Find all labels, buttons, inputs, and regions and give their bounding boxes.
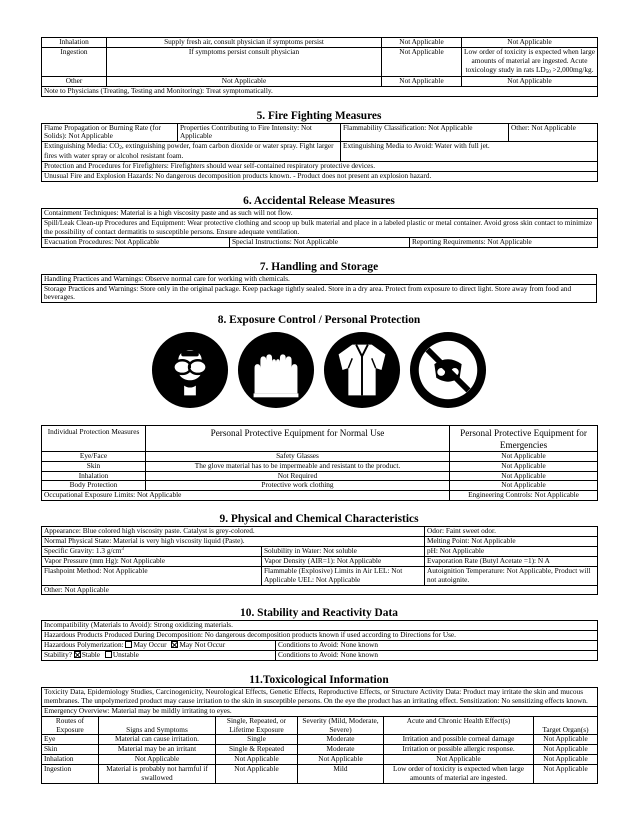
may-occur-label: May Occur (133, 640, 167, 650)
table-row (42, 471, 598, 481)
table-row (42, 755, 598, 765)
route-cell: Inhalation (42, 755, 99, 765)
odor: Odor: Faint sweet odor. (425, 527, 598, 537)
table-row (42, 172, 598, 182)
table-row (42, 585, 598, 595)
stable-label: Stable (81, 650, 101, 660)
flashpoint: Flashpoint Method: Not Applicable (42, 566, 262, 585)
storage-practices: Storage Practices and Warnings: Store only in the original package. Keep package tightly sealed. Store in a dry area. Protect from exposure to direct light. Store away from food and beverages. (42, 284, 597, 303)
ppe-label: Inhalation (42, 471, 146, 481)
unstable-checkbox[interactable] (105, 651, 112, 658)
table-row (42, 735, 598, 745)
table-row (42, 547, 598, 557)
exposure-cell: Single & Repeated (216, 745, 298, 755)
instruction-cell: If symptoms persist consult physician (107, 47, 382, 76)
no-respirator-icon (409, 331, 487, 409)
table-row (42, 274, 597, 284)
evaporation-rate: Evaporation Rate (Butyl Acetate =1): N A (425, 556, 598, 566)
signs-cell: Material can cause irritation. (99, 735, 216, 745)
stability-conditions: Conditions to Avoid: None known (276, 651, 598, 661)
explosion-hazards: Unusual Fire and Explosion Hazards: No dangerous decomposition products known. - Product does not present an explosion hazard. (42, 172, 598, 182)
evacuation: Evacuation Procedures: Not Applicable (42, 237, 230, 247)
unstable-label: Unstable (112, 650, 139, 660)
instruction-cell: Supply fresh air, consult physician if symptoms persist (107, 38, 382, 48)
may-occur-checkbox[interactable] (125, 641, 132, 648)
value-cell: Not Applicable (382, 76, 462, 86)
table-row (42, 621, 598, 631)
route-cell: Other (42, 76, 107, 86)
handling-practices: Handling Practices and Warnings: Observe normal care for working with chemicals. (42, 274, 597, 284)
stability (42, 651, 276, 661)
engineering-controls: Engineering Controls: Not Applicable (450, 491, 598, 501)
effects-cell: Not Applicable (384, 755, 534, 765)
reporting: Reporting Requirements: Not Applicable (410, 237, 598, 247)
section-title: 6. Accidental Release Measures (243, 195, 395, 208)
effects-cell: Irritation or possible allergic response. (384, 745, 534, 755)
route-cell: Ingestion (42, 765, 99, 784)
safety-glasses-icon (151, 331, 229, 409)
section-title: 10. Stability and Reactivity Data (240, 607, 398, 620)
table-row (42, 209, 598, 219)
severity-cell: Mild (298, 765, 384, 784)
ppe-emergency: Not Applicable (450, 451, 598, 461)
table-row (42, 76, 598, 86)
flammable-limits: Flammable (Explosive) Limits in Air LEL: Not Applicable UEL: Not Applicable (262, 566, 425, 585)
extinguishing-media (42, 142, 341, 162)
value-cell: Not Applicable (382, 38, 462, 48)
table-row (42, 765, 598, 784)
incompatibility: Incompatibility (Materials to Avoid): Strong oxidizing materials. (42, 621, 598, 631)
solubility: Solubility in Water: Not soluble (262, 547, 425, 557)
polymerization (42, 641, 276, 651)
table-row (42, 451, 598, 461)
emergency-overview: Emergency Overview: Material may be mildly irritating to eyes. (42, 706, 598, 716)
ppe-icon-row (41, 327, 597, 413)
ppe-normal: The glove material has to be impermeable and resistant to the product. (146, 461, 450, 471)
physical-properties-table (41, 526, 598, 595)
vapor-pressure: Vapor Pressure (mm Hg): Not Applicable (42, 556, 262, 566)
ppe-emergency: Not Applicable (450, 461, 598, 471)
toxicity-cell (462, 47, 598, 76)
table-row (42, 38, 598, 48)
table-row (42, 218, 598, 237)
ld-subscript: 50 (545, 69, 551, 75)
section-title: 7. Handling and Storage (259, 260, 379, 273)
organs-cell: Not Applicable (534, 765, 598, 784)
column-header: Target Organ(s) (534, 716, 598, 735)
instruction-cell: Not Applicable (107, 76, 382, 86)
signs-cell: Material may be an irritant (99, 745, 216, 755)
media-text: Extinguishing Media: CO (44, 141, 120, 151)
melting-point: Melting Point: Not Applicable (425, 537, 598, 547)
ppe-emergency: Not Applicable (450, 471, 598, 481)
exposure-limits: Occupational Exposure Limits: Not Applicable (42, 491, 450, 501)
organs-cell: Not Applicable (534, 745, 598, 755)
ppe-normal: Safety Glasses (146, 451, 450, 461)
effects-cell: Irritation and possible corneal damage (384, 735, 534, 745)
table-row (42, 142, 598, 162)
value-cell: Not Applicable (462, 38, 598, 48)
physical-state: Normal Physical State: Material is very high viscosity liquid (Paste). (42, 537, 425, 547)
severity-cell: Moderate (298, 735, 384, 745)
physical-other: Other: Not Applicable (42, 585, 598, 595)
gravity-superscript: 3 (121, 547, 124, 552)
table-row (42, 631, 598, 641)
section-title: 8. Exposure Control / Personal Protection (217, 314, 421, 327)
table-row (42, 123, 598, 142)
ppe-label: Eye/Face (42, 451, 146, 461)
table-row (42, 162, 598, 172)
appearance: Appearance: Blue colored high viscosity paste. Catalyst is grey-colored. (42, 527, 425, 537)
firefighter-protection: Protection and Procedures for Firefighters: Firefighters should wear self-contained respiratory protective devices. (42, 162, 598, 172)
ppe-table (41, 425, 598, 501)
section-title: 5. Fire Fighting Measures (256, 109, 382, 122)
exposure-cell: Not Applicable (216, 755, 298, 765)
table-row (42, 527, 598, 537)
ppe-label: Body Protection (42, 481, 146, 491)
exposure-cell: Single (216, 735, 298, 745)
column-header: Single, Repeated, or Lifetime Exposure (216, 716, 298, 735)
flammability-class: Flammability Classification: Not Applicable (341, 123, 509, 142)
column-header: Personal Protective Equipment for Normal Use (146, 426, 450, 451)
table-row (42, 688, 598, 707)
flame-propagation: Flame Propagation or Burning Rate (for Solids): Not Applicable (42, 123, 178, 142)
first-aid-table (41, 37, 598, 97)
column-header: Signs and Symptoms (99, 716, 216, 735)
column-header: Individual Protection Measures (42, 426, 146, 451)
table-row (42, 556, 598, 566)
table-row (42, 426, 598, 451)
organs-cell: Not Applicable (534, 735, 598, 745)
value-cell: Not Applicable (382, 47, 462, 76)
ppe-label: Skin (42, 461, 146, 471)
toxicity-text: Low order of toxicity is expected when large amounts of material are ingested. Acute toxicology study in rats LD (464, 47, 595, 74)
table-row (42, 284, 597, 303)
value-cell: Not Applicable (462, 76, 598, 86)
polymerization-conditions: Conditions to Avoid: None known (276, 641, 598, 651)
co2-subscript: 2 (119, 146, 122, 152)
table-row (42, 566, 598, 585)
polymerization-label: Hazardous Polymerization: (44, 640, 124, 650)
protective-clothing-icon (323, 331, 401, 409)
exposure-cell: Not Applicable (216, 765, 298, 784)
organs-cell: Not Applicable (534, 755, 598, 765)
table-row (42, 651, 598, 661)
fire-fighting-table (41, 123, 598, 183)
gravity-text: Specific Gravity: 1.3 g/cm (44, 546, 122, 555)
section-title: 11.Toxicological Information (249, 674, 389, 687)
physician-note: Note to Physicians (Treating, Testing and Monitoring): Treat symptomatically. (42, 86, 598, 96)
severity-cell: Not Applicable (298, 755, 384, 765)
table-row (42, 237, 598, 247)
autoignition: Autoignition Temperature: Not Applicable, Product will not autoignite. (425, 566, 598, 585)
table-row (42, 481, 598, 491)
specific-gravity (42, 547, 262, 557)
effects-cell: Low order of toxicity is expected when large amounts of material are ingested. (384, 765, 534, 784)
column-header: Personal Protective Equipment for Emergencies (450, 426, 598, 451)
spill-cleanup: Spill/Leak Clean-up Procedures and Equipment: Wear protective clothing and scoop up bulk material and place in a labeled plastic or metal container. Avoid gross skin contact to minimize the possibility of contact dermatitis to susceptible persons. Ensure adequate ventilation. (42, 218, 598, 237)
may-not-occur-label: May Not Occur (179, 640, 226, 650)
media-to-avoid: Extinguishing Media to Avoid: Water with full jet. (341, 142, 598, 162)
ph: pH: Not Applicable (425, 547, 598, 557)
ppe-emergency: Not Applicable (450, 481, 598, 491)
containment: Containment Techniques: Material is a high viscosity paste and as such will not flow. (42, 209, 598, 219)
stable-checkbox[interactable] (74, 651, 81, 658)
section-title: 9. Physical and Chemical Characteristics (219, 513, 419, 526)
route-cell: Inhalation (42, 38, 107, 48)
route-cell: Ingestion (42, 47, 107, 76)
fire-intensity: Properties Contributing to Fire Intensity: Not Applicable (178, 123, 341, 142)
decomposition: Hazardous Products Produced During Decomposition: No dangerous decomposition products known if used according to Directions for Use. (42, 631, 598, 641)
stability-table (41, 620, 598, 661)
table-row (42, 716, 598, 735)
handling-table (41, 274, 597, 304)
fire-other: Other: Not Applicable (509, 123, 598, 142)
release-measures-table (41, 208, 598, 248)
vapor-density: Vapor Density (AIR=1): Not Applicable (262, 556, 425, 566)
toxicology-table (41, 687, 598, 784)
signs-cell: Material is probably not harmful if swallowed (99, 765, 216, 784)
column-header: Severity (Mild, Moderate, Severe) (298, 716, 384, 735)
table-row (42, 641, 598, 651)
table-row (42, 745, 598, 755)
table-row (42, 491, 598, 501)
media-text-end: , extinguishing powder, foam carbon dioxide or water spray. Fight larger fires with water spray or alcohol resistant foam. (44, 141, 334, 161)
toxicity-data: Toxicity Data, Epidemiology Studies, Carcinogenicity, Neurological Effects, Genetic Effects, Reproductive Effects, or Structure Activity Data: Product may irritate the skin and mucous membranes. The unpolymerized product may cause irritation to the skin in susceptible persons. On the eye the product has an irritating effect. Sensitization: No sensitizing effects known. (42, 688, 598, 707)
gloves-icon (237, 331, 315, 409)
table-row (42, 47, 598, 76)
ppe-normal: Not Required (146, 471, 450, 481)
severity-cell: Moderate (298, 745, 384, 755)
table-row (42, 86, 598, 96)
stability-label: Stability? (44, 650, 72, 660)
may-not-occur-checkbox[interactable] (171, 641, 178, 648)
route-cell: Skin (42, 745, 99, 755)
column-header: Acute and Chronic Health Effect(s) (384, 716, 534, 735)
ppe-normal: Protective work clothing (146, 481, 450, 491)
table-row (42, 706, 598, 716)
table-row (42, 461, 598, 471)
column-header: Routes of Exposure (42, 716, 99, 735)
toxicity-text-end: >2,000mg/kg. (550, 64, 594, 74)
special-instructions: Special Instructions: Not Applicable (230, 237, 410, 247)
signs-cell: Not Applicable (99, 755, 216, 765)
table-row (42, 537, 598, 547)
route-cell: Eye (42, 735, 99, 745)
